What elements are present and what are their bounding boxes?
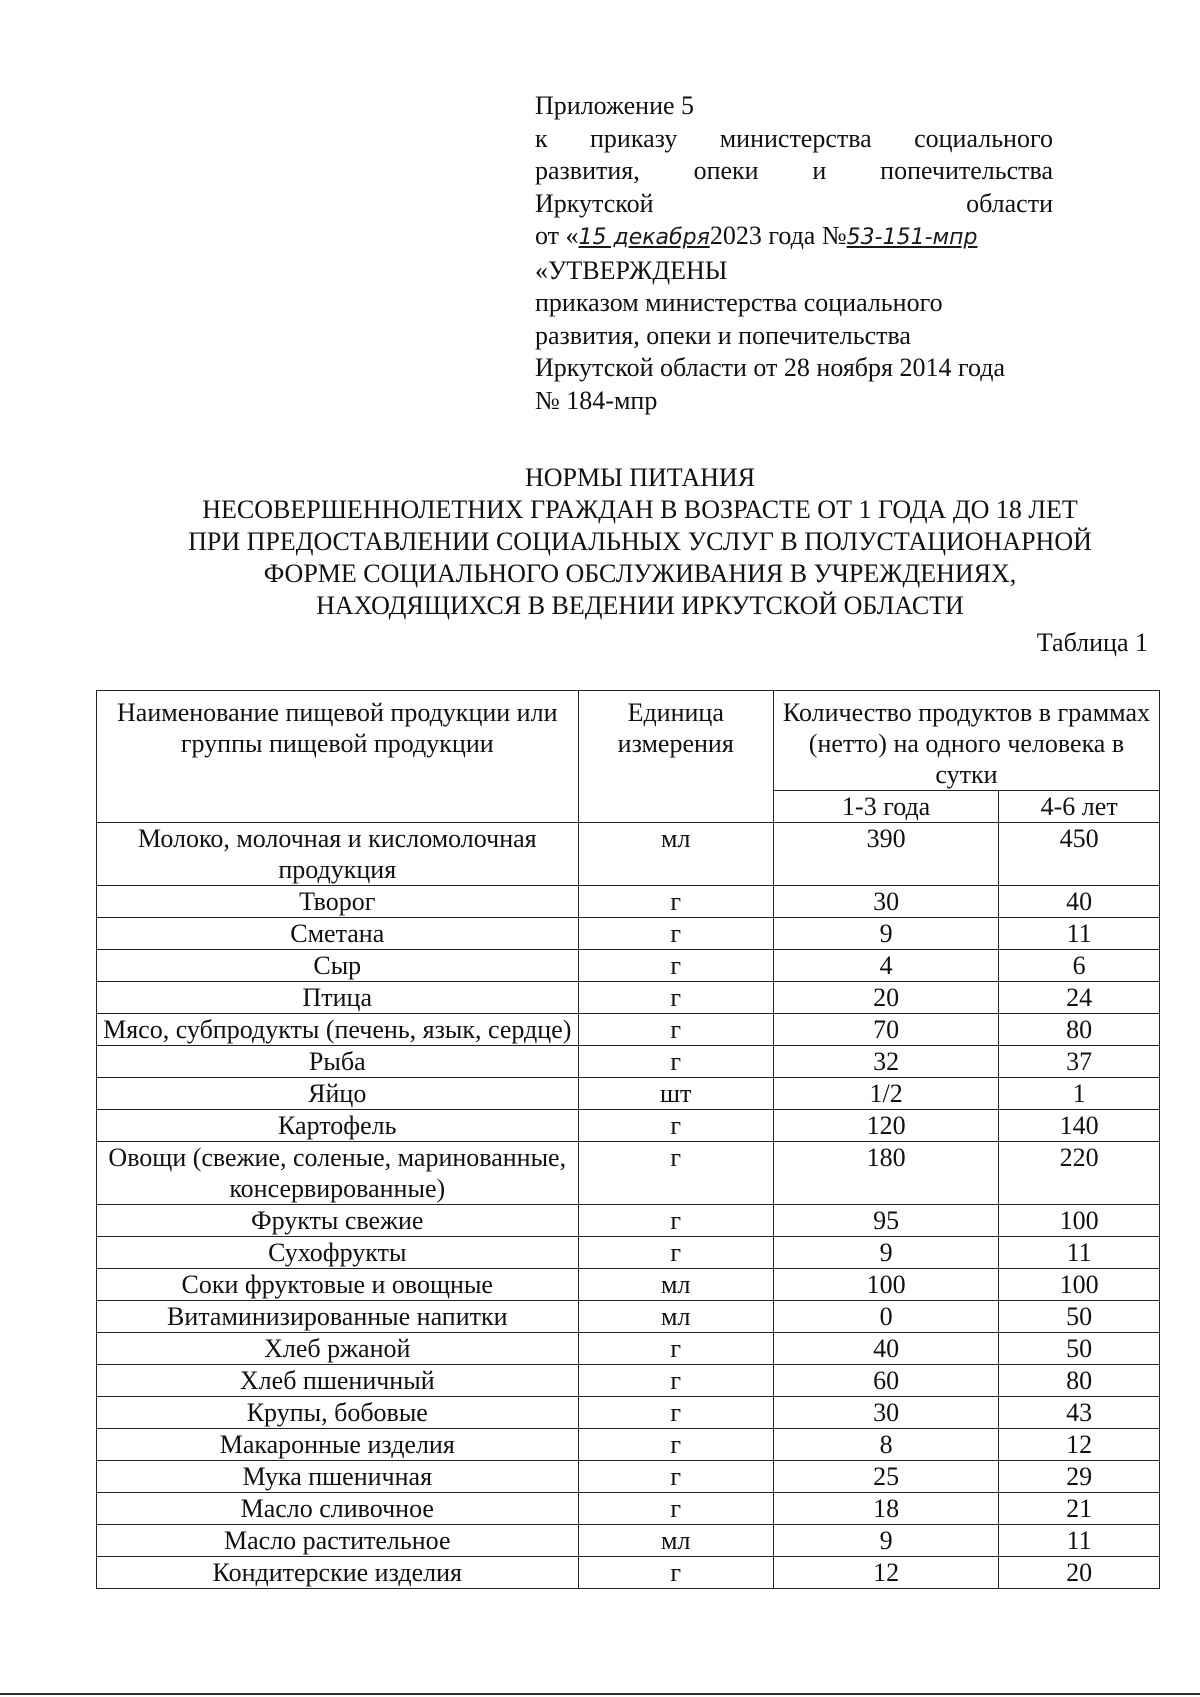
age-1-3-value-cell: 18 <box>773 1493 998 1525</box>
product-name-cell: Макаронные изделия <box>97 1429 579 1461</box>
age-4-6-value-cell: 11 <box>999 1237 1160 1269</box>
product-name-cell: Яйцо <box>97 1078 579 1110</box>
table-row <box>97 918 1160 950</box>
age-1-3-value-cell: 60 <box>773 1365 998 1397</box>
product-name-cell: Овощи (свежие, соленые, маринованные, консервированные) <box>97 1142 579 1205</box>
age-4-6-value-cell: 50 <box>999 1333 1160 1365</box>
age-1-3-value-cell: 390 <box>773 823 998 886</box>
handwritten-date: 15 декабря <box>578 225 710 250</box>
header-age-1-3: 1-3 года <box>773 791 998 823</box>
product-name-cell: Хлеб ржаной <box>97 1333 579 1365</box>
product-name-cell: Мука пшеничная <box>97 1461 579 1493</box>
table-row <box>97 1205 1160 1237</box>
age-1-3-value-cell: 1/2 <box>773 1078 998 1110</box>
header-product-name: Наименование пищевой продукции или группы пищевой продукции <box>97 691 579 823</box>
unit-cell: мл <box>578 1301 773 1333</box>
unit-cell: мл <box>578 823 773 886</box>
product-name-cell: Рыба <box>97 1046 579 1078</box>
table-row <box>97 1493 1160 1525</box>
product-name-cell: Кондитерские изделия <box>97 1557 579 1589</box>
age-4-6-value-cell: 12 <box>999 1429 1160 1461</box>
age-1-3-value-cell: 8 <box>773 1429 998 1461</box>
age-1-3-value-cell: 0 <box>773 1301 998 1333</box>
unit-cell: г <box>578 1237 773 1269</box>
age-1-3-value-cell: 30 <box>773 1397 998 1429</box>
unit-cell: г <box>578 1014 773 1046</box>
table-row <box>97 1333 1160 1365</box>
document-title <box>100 462 1180 622</box>
order-date-line: от «15 декабря2023 года №53-151-мпр <box>535 221 978 250</box>
age-1-3-value-cell: 9 <box>773 1237 998 1269</box>
age-4-6-value-cell: 40 <box>999 886 1160 918</box>
unit-cell: г <box>578 1142 773 1205</box>
product-name-cell: Крупы, бобовые <box>97 1397 579 1429</box>
table-row <box>97 1269 1160 1301</box>
title-line-5: НАХОДЯЩИХСЯ В ВЕДЕНИИ ИРКУТСКОЙ ОБЛАСТИ <box>316 591 964 620</box>
product-name-cell: Картофель <box>97 1110 579 1142</box>
title-line-3: ПРИ ПРЕДОСТАВЛЕНИИ СОЦИАЛЬНЫХ УСЛУГ В ПОЛУСТАЦИОНАРНОЙ <box>188 527 1092 556</box>
age-1-3-value-cell: 20 <box>773 982 998 1014</box>
order-line-2: развития, опеки и попечительства <box>535 156 1053 185</box>
product-name-cell: Фрукты свежие <box>97 1205 579 1237</box>
age-4-6-value-cell: 20 <box>999 1557 1160 1589</box>
order-line-1: к приказу министерства социального <box>535 123 1053 153</box>
age-4-6-value-cell: 220 <box>999 1142 1160 1205</box>
age-4-6-value-cell: 21 <box>999 1493 1160 1525</box>
age-4-6-value-cell: 11 <box>999 1525 1160 1557</box>
unit-cell: г <box>578 1397 773 1429</box>
table-row <box>97 1237 1160 1269</box>
header-unit: Единица измерения <box>578 691 773 823</box>
handwritten-order-number: 53-151-мпр <box>846 225 978 250</box>
age-1-3-value-cell: 25 <box>773 1461 998 1493</box>
age-4-6-value-cell: 11 <box>999 918 1160 950</box>
age-1-3-value-cell: 9 <box>773 1525 998 1557</box>
age-4-6-value-cell: 100 <box>999 1205 1160 1237</box>
age-4-6-value-cell: 24 <box>999 982 1160 1014</box>
age-4-6-value-cell: 1 <box>999 1078 1160 1110</box>
product-name-cell: Витаминизированные напитки <box>97 1301 579 1333</box>
product-name-cell: Сыр <box>97 950 579 982</box>
product-name-cell: Сухофрукты <box>97 1237 579 1269</box>
unit-cell: г <box>578 1461 773 1493</box>
unit-cell: мл <box>578 1525 773 1557</box>
table-row <box>97 1301 1160 1333</box>
title-line-4: ФОРМЕ СОЦИАЛЬНОГО ОБСЛУЖИВАНИЯ В УЧРЕЖДЕНИЯХ, <box>263 559 1017 588</box>
title-line-1: НОРМЫ ПИТАНИЯ <box>524 463 756 492</box>
product-name-cell: Соки фруктовые и овощные <box>97 1269 579 1301</box>
unit-cell: г <box>578 1429 773 1461</box>
header-age-4-6: 4-6 лет <box>999 791 1160 823</box>
unit-cell: г <box>578 982 773 1014</box>
unit-cell: г <box>578 918 773 950</box>
product-name-cell: Птица <box>97 982 579 1014</box>
unit-cell: г <box>578 1493 773 1525</box>
approved-line-3: Иркутской области от 28 ноября 2014 года <box>535 353 1006 382</box>
product-name-cell: Мясо, субпродукты (печень, язык, сердце) <box>97 1014 579 1046</box>
appendix-number: Приложение 5 <box>535 91 695 120</box>
table-row <box>97 1014 1160 1046</box>
unit-cell: шт <box>578 1078 773 1110</box>
age-4-6-value-cell: 80 <box>999 1014 1160 1046</box>
unit-cell: г <box>578 950 773 982</box>
age-1-3-value-cell: 40 <box>773 1333 998 1365</box>
age-4-6-value-cell: 50 <box>999 1301 1160 1333</box>
table-row <box>97 1046 1160 1078</box>
approved-label: «УТВЕРЖДЕНЫ <box>535 255 728 285</box>
product-name-cell: Сметана <box>97 918 579 950</box>
unit-cell: г <box>578 1110 773 1142</box>
product-name-cell: Масло сливочное <box>97 1493 579 1525</box>
table-row <box>97 1078 1160 1110</box>
age-4-6-value-cell: 37 <box>999 1046 1160 1078</box>
table-row <box>97 982 1160 1014</box>
approved-line-1: приказом министерства социального <box>535 288 943 317</box>
age-1-3-value-cell: 12 <box>773 1557 998 1589</box>
age-1-3-value-cell: 95 <box>773 1205 998 1237</box>
title-line-2: НЕСОВЕРШЕННОЛЕТНИХ ГРАЖДАН В ВОЗРАСТЕ ОТ 1 ГОДА ДО 18 ЛЕТ <box>202 495 1078 524</box>
table-row <box>97 1429 1160 1461</box>
approved-line-2: развития, опеки и попечительства <box>535 320 911 350</box>
age-1-3-value-cell: 70 <box>773 1014 998 1046</box>
product-name-cell: Хлеб пшеничный <box>97 1365 579 1397</box>
age-1-3-value-cell: 4 <box>773 950 998 982</box>
page-bottom-rule <box>0 1693 1200 1695</box>
age-1-3-value-cell: 9 <box>773 918 998 950</box>
age-1-3-value-cell: 120 <box>773 1110 998 1142</box>
unit-cell: г <box>578 1205 773 1237</box>
table-row <box>97 823 1160 886</box>
table-row <box>97 1525 1160 1557</box>
order-line-3: Иркутской области <box>535 188 1053 218</box>
table-row <box>97 1365 1160 1397</box>
unit-cell: г <box>578 886 773 918</box>
age-4-6-value-cell: 43 <box>999 1397 1160 1429</box>
age-1-3-value-cell: 100 <box>773 1269 998 1301</box>
approved-line-4: № 184-мпр <box>535 385 658 415</box>
age-4-6-value-cell: 100 <box>999 1269 1160 1301</box>
product-name-cell: Творог <box>97 886 579 918</box>
age-4-6-value-cell: 80 <box>999 1365 1160 1397</box>
header-quantity: Количество продуктов в граммах (нетто) на одного человека в сутки <box>773 691 1159 791</box>
age-1-3-value-cell: 32 <box>773 1046 998 1078</box>
age-1-3-value-cell: 30 <box>773 886 998 918</box>
unit-cell: г <box>578 1333 773 1365</box>
table-caption: Таблица 1 <box>1036 628 1148 657</box>
product-name-cell: Масло растительное <box>97 1525 579 1557</box>
unit-cell: г <box>578 1046 773 1078</box>
product-name-cell: Молоко, молочная и кисломолочная продукция <box>97 823 579 886</box>
table-row <box>97 1557 1160 1589</box>
nutrition-norms-table <box>96 690 1160 1589</box>
age-4-6-value-cell: 450 <box>999 823 1160 886</box>
unit-cell: г <box>578 1365 773 1397</box>
unit-cell: г <box>578 1557 773 1589</box>
appendix-header <box>535 90 1055 417</box>
age-4-6-value-cell: 140 <box>999 1110 1160 1142</box>
table-row <box>97 1142 1160 1205</box>
age-4-6-value-cell: 6 <box>999 950 1160 982</box>
table-row <box>97 1397 1160 1429</box>
table-row <box>97 1461 1160 1493</box>
unit-cell: мл <box>578 1269 773 1301</box>
table-row <box>97 950 1160 982</box>
table-row <box>97 886 1160 918</box>
age-4-6-value-cell: 29 <box>999 1461 1160 1493</box>
table-body <box>97 823 1160 1589</box>
table-row <box>97 1110 1160 1142</box>
age-1-3-value-cell: 180 <box>773 1142 998 1205</box>
